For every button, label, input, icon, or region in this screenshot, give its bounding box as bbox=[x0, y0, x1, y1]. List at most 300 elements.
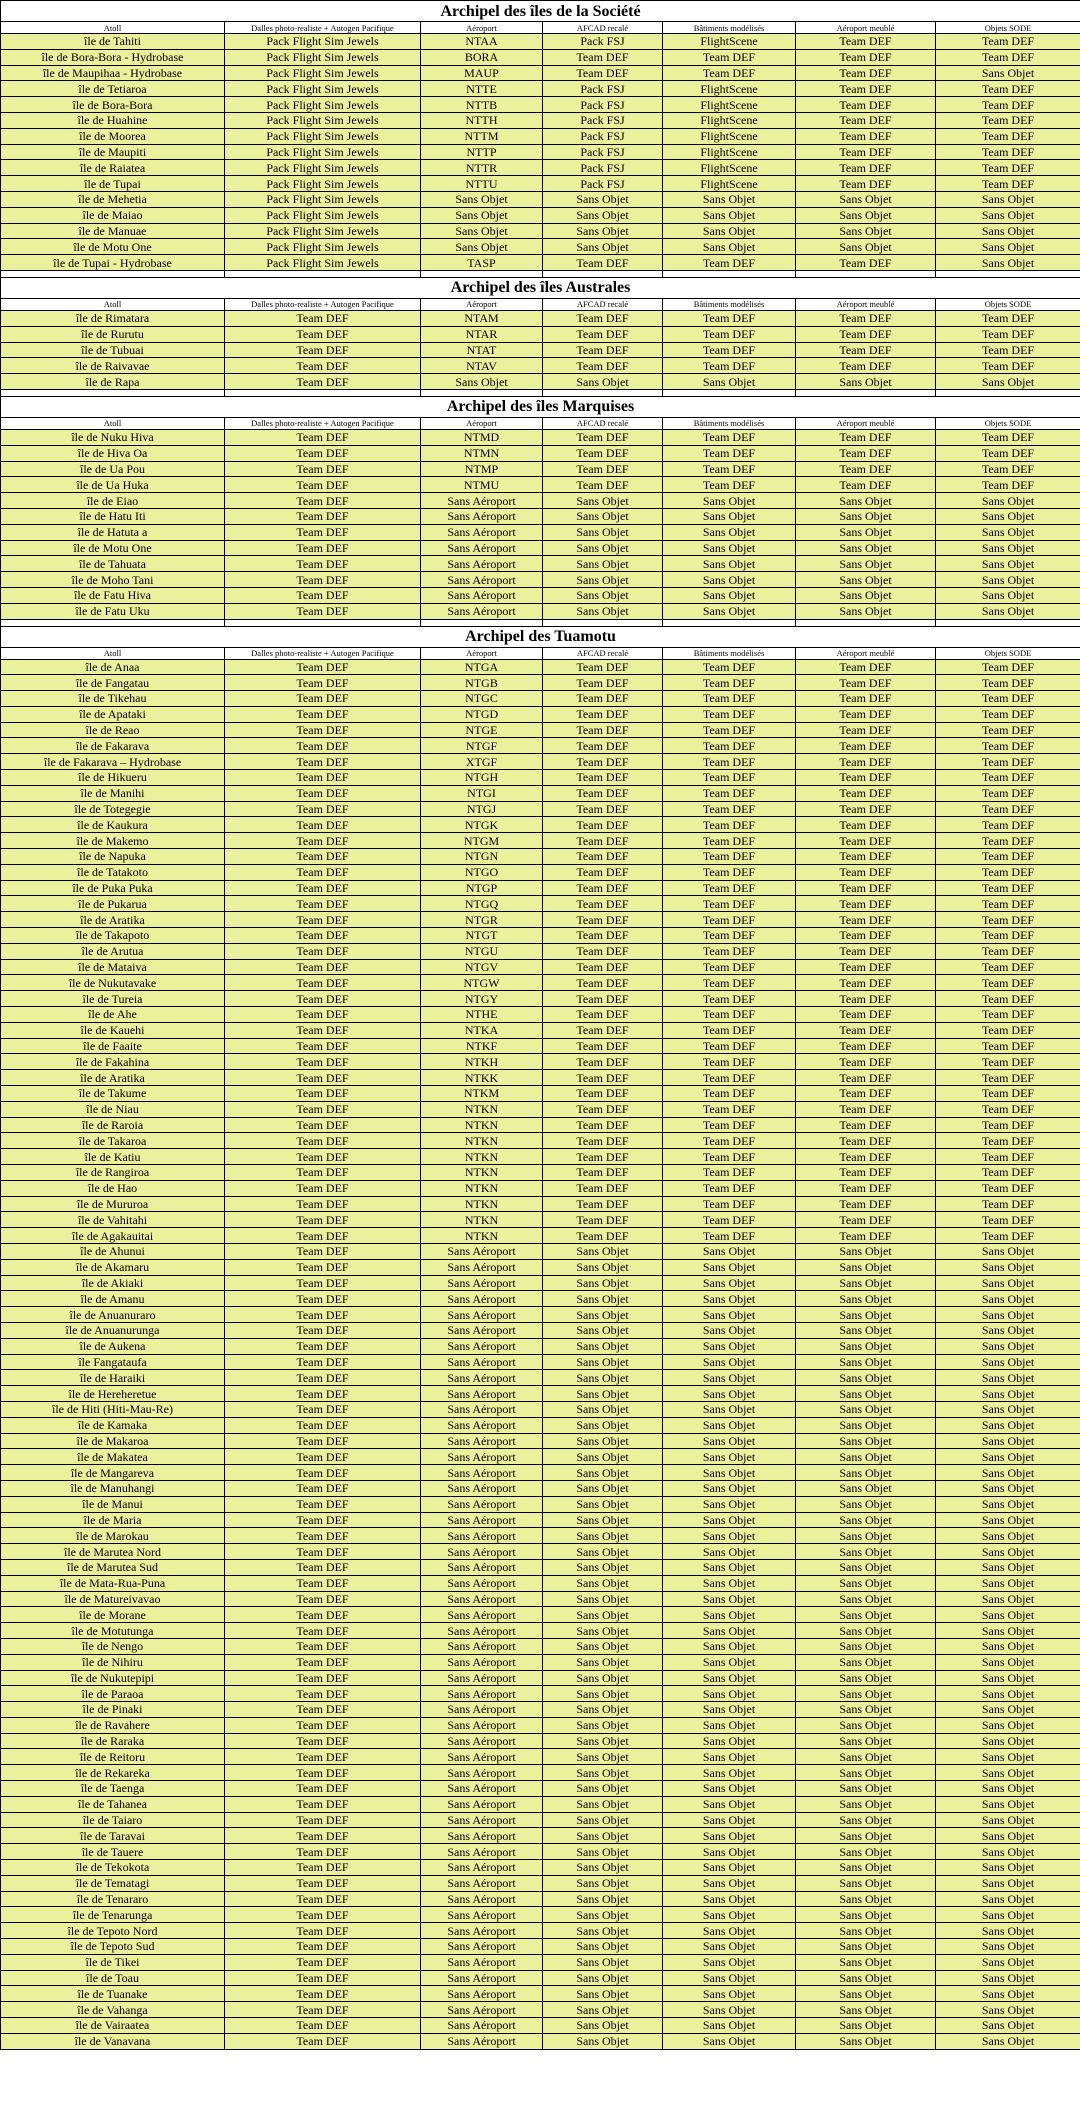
table-cell: Sans Objet bbox=[543, 1654, 663, 1670]
table-cell: Team DEF bbox=[225, 1559, 421, 1575]
table-cell: Team DEF bbox=[225, 1828, 421, 1844]
section-title-row bbox=[1, 277, 1080, 298]
table-cell: Team DEF bbox=[936, 785, 1080, 801]
table-row bbox=[1, 358, 1080, 374]
table-cell: Team DEF bbox=[225, 817, 421, 833]
table-row bbox=[1, 49, 1080, 65]
table-cell: Sans Objet bbox=[663, 1623, 796, 1639]
table-row bbox=[1, 1765, 1080, 1781]
table-cell: NTKN bbox=[421, 1101, 543, 1117]
table-row bbox=[1, 975, 1080, 991]
table-cell: Sans Objet bbox=[796, 1844, 936, 1860]
table-cell: île de Manui bbox=[1, 1496, 225, 1512]
table-cell: Sans Objet bbox=[936, 2033, 1080, 2049]
column-header: Aéroport bbox=[421, 647, 543, 659]
table-cell: Sans Objet bbox=[543, 508, 663, 524]
table-cell: Sans Aéroport bbox=[421, 540, 543, 556]
table-row bbox=[1, 1465, 1080, 1481]
table-cell: Sans Objet bbox=[796, 508, 936, 524]
table-cell: Team DEF bbox=[663, 928, 796, 944]
table-cell: Sans Objet bbox=[936, 1528, 1080, 1544]
table-row bbox=[1, 1559, 1080, 1575]
table-cell: Team DEF bbox=[543, 896, 663, 912]
table-cell: Team DEF bbox=[225, 1733, 421, 1749]
table-cell: Team DEF bbox=[663, 880, 796, 896]
table-cell: Sans Aéroport bbox=[421, 1907, 543, 1923]
table-cell: Sans Aéroport bbox=[421, 1480, 543, 1496]
table-cell: île de Reitoru bbox=[1, 1749, 225, 1765]
table-cell: Sans Objet bbox=[663, 1923, 796, 1939]
table-cell: Sans Objet bbox=[936, 1575, 1080, 1591]
table-cell: Sans Objet bbox=[543, 2002, 663, 2018]
table-cell: Sans Objet bbox=[543, 1528, 663, 1544]
table-cell: NTGO bbox=[421, 864, 543, 880]
table-cell: île de Rekareka bbox=[1, 1765, 225, 1781]
table-row bbox=[1, 556, 1080, 572]
table-cell: Sans Aéroport bbox=[421, 508, 543, 524]
table-cell: Team DEF bbox=[225, 1923, 421, 1939]
table-cell: FlightScene bbox=[663, 160, 796, 176]
table-cell: Sans Objet bbox=[796, 1354, 936, 1370]
table-cell: Sans Objet bbox=[663, 1765, 796, 1781]
table-cell: NTGI bbox=[421, 785, 543, 801]
table-cell: île de Puka Puka bbox=[1, 880, 225, 896]
table-cell: NTGC bbox=[421, 691, 543, 707]
table-cell: île de Kaukura bbox=[1, 817, 225, 833]
table-cell: île de Taiaro bbox=[1, 1812, 225, 1828]
table-cell: NTGY bbox=[421, 991, 543, 1007]
spacer-cell bbox=[796, 619, 936, 626]
table-cell: Team DEF bbox=[543, 722, 663, 738]
table-row bbox=[1, 1654, 1080, 1670]
table-cell: Team DEF bbox=[796, 144, 936, 160]
table-cell: Sans Objet bbox=[796, 1939, 936, 1955]
spacer-cell bbox=[936, 389, 1080, 396]
table-row bbox=[1, 754, 1080, 770]
table-cell: Sans Objet bbox=[936, 1654, 1080, 1670]
table-cell: NTKN bbox=[421, 1196, 543, 1212]
table-cell: île de Ahe bbox=[1, 1007, 225, 1023]
table-row bbox=[1, 1575, 1080, 1591]
table-cell: Team DEF bbox=[663, 833, 796, 849]
table-cell: Sans Objet bbox=[796, 1544, 936, 1560]
table-cell: Sans Objet bbox=[663, 1401, 796, 1417]
table-cell: Sans Objet bbox=[663, 1275, 796, 1291]
table-cell: Team DEF bbox=[936, 1070, 1080, 1086]
table-row bbox=[1, 1528, 1080, 1544]
table-cell: île de Totegegie bbox=[1, 801, 225, 817]
table-cell: Team DEF bbox=[796, 112, 936, 128]
table-cell: île de Moorea bbox=[1, 128, 225, 144]
table-cell: Team DEF bbox=[225, 1575, 421, 1591]
table-row bbox=[1, 1591, 1080, 1607]
table-cell: Sans Objet bbox=[936, 2018, 1080, 2034]
table-cell: NTGB bbox=[421, 675, 543, 691]
table-cell: Sans Objet bbox=[936, 2002, 1080, 2018]
table-cell: Team DEF bbox=[225, 1417, 421, 1433]
table-cell: Sans Objet bbox=[796, 1243, 936, 1259]
table-cell: Sans Aéroport bbox=[421, 1591, 543, 1607]
table-cell: île de Manuae bbox=[1, 223, 225, 239]
table-cell: NTGW bbox=[421, 975, 543, 991]
table-row bbox=[1, 1749, 1080, 1765]
table-cell: Team DEF bbox=[225, 1354, 421, 1370]
table-cell: Team DEF bbox=[796, 959, 936, 975]
table-cell: Team DEF bbox=[663, 1117, 796, 1133]
table-body bbox=[1, 1, 1080, 2050]
table-cell: Team DEF bbox=[543, 943, 663, 959]
table-cell: NTMD bbox=[421, 429, 543, 445]
table-cell: Sans Aéroport bbox=[421, 2002, 543, 2018]
table-cell: Team DEF bbox=[663, 1054, 796, 1070]
table-cell: Sans Objet bbox=[543, 1575, 663, 1591]
table-cell: FlightScene bbox=[663, 97, 796, 113]
table-row bbox=[1, 1291, 1080, 1307]
table-row bbox=[1, 880, 1080, 896]
table-cell: Sans Objet bbox=[796, 1559, 936, 1575]
table-cell: île de Tetiaroa bbox=[1, 81, 225, 97]
table-cell: NTGE bbox=[421, 722, 543, 738]
table-cell: Team DEF bbox=[936, 1212, 1080, 1228]
table-cell: Sans Objet bbox=[796, 1796, 936, 1812]
table-cell: Team DEF bbox=[796, 1149, 936, 1165]
table-cell: île de Tenarunga bbox=[1, 1907, 225, 1923]
table-cell: île de Aratika bbox=[1, 1070, 225, 1086]
table-cell: Sans Objet bbox=[796, 1623, 936, 1639]
table-cell: Team DEF bbox=[936, 880, 1080, 896]
table-cell: Sans Objet bbox=[796, 1607, 936, 1623]
table-cell: Sans Objet bbox=[663, 1954, 796, 1970]
table-cell: Sans Objet bbox=[543, 207, 663, 223]
table-cell: Team DEF bbox=[225, 2033, 421, 2049]
spacer-cell bbox=[225, 389, 421, 396]
column-header: Objets SODE bbox=[936, 298, 1080, 310]
table-row bbox=[1, 896, 1080, 912]
table-cell: Sans Objet bbox=[421, 239, 543, 255]
column-header: Dalles photo-realiste + Autogen Pacifique bbox=[225, 417, 421, 429]
table-cell: île de Makemo bbox=[1, 833, 225, 849]
table-cell: Sans Objet bbox=[543, 1243, 663, 1259]
table-cell: Team DEF bbox=[225, 1449, 421, 1465]
table-cell: Sans Aéroport bbox=[421, 1275, 543, 1291]
table-cell: Team DEF bbox=[543, 358, 663, 374]
table-cell: île de Huahine bbox=[1, 112, 225, 128]
table-cell: Sans Objet bbox=[543, 1512, 663, 1528]
section-title: Archipel des Tuamotu bbox=[1, 626, 1080, 647]
table-cell: Pack Flight Sim Jewels bbox=[225, 34, 421, 50]
table-cell: Team DEF bbox=[225, 1970, 421, 1986]
table-cell: Team DEF bbox=[936, 34, 1080, 50]
table-cell: Sans Objet bbox=[663, 1939, 796, 1955]
table-cell: NTGH bbox=[421, 770, 543, 786]
table-cell: Sans Objet bbox=[796, 1291, 936, 1307]
table-row bbox=[1, 912, 1080, 928]
table-cell: île de Hereheretue bbox=[1, 1386, 225, 1402]
table-cell: Team DEF bbox=[225, 2018, 421, 2034]
table-cell: Team DEF bbox=[225, 1038, 421, 1054]
table-cell: île de Raivavae bbox=[1, 358, 225, 374]
table-cell: Team DEF bbox=[225, 1275, 421, 1291]
table-cell: île de Marutea Nord bbox=[1, 1544, 225, 1560]
table-cell: Team DEF bbox=[225, 722, 421, 738]
table-cell: Team DEF bbox=[225, 1433, 421, 1449]
table-cell: Team DEF bbox=[225, 1149, 421, 1165]
table-cell: Sans Objet bbox=[796, 1765, 936, 1781]
table-row bbox=[1, 943, 1080, 959]
table-row bbox=[1, 128, 1080, 144]
table-cell: Team DEF bbox=[936, 928, 1080, 944]
table-cell: Team DEF bbox=[663, 429, 796, 445]
table-cell: NTTH bbox=[421, 112, 543, 128]
table-cell: Team DEF bbox=[663, 785, 796, 801]
table-cell: Sans Objet bbox=[663, 1338, 796, 1354]
table-cell: Team DEF bbox=[225, 1954, 421, 1970]
table-cell: île de Haraiki bbox=[1, 1370, 225, 1386]
table-row bbox=[1, 691, 1080, 707]
table-cell: Sans Objet bbox=[796, 1686, 936, 1702]
table-cell: Sans Objet bbox=[796, 1638, 936, 1654]
table-cell: Team DEF bbox=[543, 1212, 663, 1228]
table-cell: Team DEF bbox=[543, 1165, 663, 1181]
table-cell: Team DEF bbox=[663, 477, 796, 493]
table-cell: Team DEF bbox=[796, 1196, 936, 1212]
table-cell: NTKN bbox=[421, 1117, 543, 1133]
table-cell: Team DEF bbox=[796, 1038, 936, 1054]
table-cell: Sans Objet bbox=[796, 1875, 936, 1891]
table-cell: Sans Objet bbox=[796, 1717, 936, 1733]
table-row bbox=[1, 176, 1080, 192]
table-row bbox=[1, 1070, 1080, 1086]
table-cell: île de Napuka bbox=[1, 849, 225, 865]
table-cell: île de Taenga bbox=[1, 1781, 225, 1797]
table-cell: île de Vahanga bbox=[1, 2002, 225, 2018]
table-cell: Team DEF bbox=[936, 429, 1080, 445]
table-cell: FlightScene bbox=[663, 34, 796, 50]
table-row bbox=[1, 1686, 1080, 1702]
table-cell: île Fangataufa bbox=[1, 1354, 225, 1370]
table-row bbox=[1, 326, 1080, 342]
table-row bbox=[1, 461, 1080, 477]
table-cell: Team DEF bbox=[543, 1038, 663, 1054]
table-cell: NTKN bbox=[421, 1165, 543, 1181]
table-cell: Team DEF bbox=[225, 461, 421, 477]
table-row bbox=[1, 1670, 1080, 1686]
table-cell: NTGD bbox=[421, 706, 543, 722]
table-cell: Pack Flight Sim Jewels bbox=[225, 207, 421, 223]
table-cell: Sans Objet bbox=[796, 1986, 936, 2002]
table-cell: Team DEF bbox=[936, 81, 1080, 97]
table-cell: Sans Objet bbox=[796, 1528, 936, 1544]
table-cell: Sans Objet bbox=[543, 1686, 663, 1702]
table-cell: île de Fangatau bbox=[1, 675, 225, 691]
table-cell: île de Makatea bbox=[1, 1449, 225, 1465]
table-cell: NTGM bbox=[421, 833, 543, 849]
column-header: Aéroport meublé bbox=[796, 647, 936, 659]
table-cell: Sans Objet bbox=[936, 1559, 1080, 1575]
table-cell: Sans Objet bbox=[663, 1875, 796, 1891]
table-cell: Sans Objet bbox=[663, 239, 796, 255]
table-cell: Sans Aéroport bbox=[421, 1559, 543, 1575]
table-cell: Sans Objet bbox=[936, 1828, 1080, 1844]
table-cell: NTMU bbox=[421, 477, 543, 493]
table-cell: Sans Objet bbox=[543, 1449, 663, 1465]
column-header: Bâtiments modélisés bbox=[663, 298, 796, 310]
table-cell: Sans Objet bbox=[936, 1354, 1080, 1370]
table-cell: Sans Objet bbox=[936, 1733, 1080, 1749]
table-cell: Sans Objet bbox=[796, 1670, 936, 1686]
table-cell: île de Takaroa bbox=[1, 1133, 225, 1149]
table-cell: Sans Aéroport bbox=[421, 1765, 543, 1781]
table-row bbox=[1, 722, 1080, 738]
table-cell: Sans Objet bbox=[796, 1891, 936, 1907]
table-cell: Team DEF bbox=[936, 975, 1080, 991]
table-cell: Sans Objet bbox=[543, 1338, 663, 1354]
column-header: Atoll bbox=[1, 298, 225, 310]
table-cell: île de Nukutavake bbox=[1, 975, 225, 991]
table-cell: Team DEF bbox=[936, 722, 1080, 738]
spacer-cell bbox=[543, 270, 663, 277]
table-cell: Team DEF bbox=[796, 864, 936, 880]
table-cell: Team DEF bbox=[225, 587, 421, 603]
table-cell: Sans Objet bbox=[663, 1844, 796, 1860]
table-cell: île de Hiti (Hiti-Mau-Re) bbox=[1, 1401, 225, 1417]
table-cell: Team DEF bbox=[936, 1086, 1080, 1102]
table-cell: Sans Objet bbox=[543, 1607, 663, 1623]
table-cell: Team DEF bbox=[796, 1180, 936, 1196]
table-cell: Team DEF bbox=[936, 1133, 1080, 1149]
table-row bbox=[1, 1733, 1080, 1749]
table-row bbox=[1, 1638, 1080, 1654]
table-row bbox=[1, 1322, 1080, 1338]
table-cell: Sans Aéroport bbox=[421, 1828, 543, 1844]
table-cell: Sans Objet bbox=[543, 239, 663, 255]
table-row bbox=[1, 1544, 1080, 1560]
table-cell: Team DEF bbox=[225, 310, 421, 326]
table-cell: Pack FSJ bbox=[543, 97, 663, 113]
table-row bbox=[1, 1243, 1080, 1259]
table-cell: Team DEF bbox=[663, 342, 796, 358]
table-row bbox=[1, 1954, 1080, 1970]
table-cell: Team DEF bbox=[663, 691, 796, 707]
table-cell: BORA bbox=[421, 49, 543, 65]
table-cell: Team DEF bbox=[225, 1654, 421, 1670]
table-row bbox=[1, 833, 1080, 849]
table-cell: Team DEF bbox=[796, 849, 936, 865]
table-cell: Team DEF bbox=[663, 1070, 796, 1086]
table-cell: Pack Flight Sim Jewels bbox=[225, 128, 421, 144]
table-cell: Team DEF bbox=[936, 849, 1080, 865]
table-cell: île de Pinaki bbox=[1, 1702, 225, 1718]
table-cell: Sans Objet bbox=[663, 1891, 796, 1907]
table-cell: île de Fakarava bbox=[1, 738, 225, 754]
table-cell: Team DEF bbox=[796, 310, 936, 326]
table-cell: Team DEF bbox=[225, 1891, 421, 1907]
table-cell: Sans Objet bbox=[936, 556, 1080, 572]
table-cell: Sans Objet bbox=[936, 1307, 1080, 1323]
table-cell: île de Takapoto bbox=[1, 928, 225, 944]
table-cell: Team DEF bbox=[663, 445, 796, 461]
table-cell: île de Mataiva bbox=[1, 959, 225, 975]
table-cell: Sans Objet bbox=[796, 1575, 936, 1591]
table-cell: Team DEF bbox=[936, 817, 1080, 833]
table-cell: Team DEF bbox=[663, 770, 796, 786]
table-cell: Sans Aéroport bbox=[421, 1322, 543, 1338]
table-cell: Team DEF bbox=[543, 880, 663, 896]
spacer-cell bbox=[225, 619, 421, 626]
table-cell: NTTR bbox=[421, 160, 543, 176]
section-spacer bbox=[1, 270, 1080, 277]
table-cell: Team DEF bbox=[663, 1149, 796, 1165]
table-cell: île de Marutea Sud bbox=[1, 1559, 225, 1575]
table-cell: Team DEF bbox=[663, 1228, 796, 1244]
table-cell: Sans Objet bbox=[796, 1828, 936, 1844]
table-cell: Team DEF bbox=[663, 896, 796, 912]
table-cell: Sans Objet bbox=[543, 1812, 663, 1828]
table-cell: Team DEF bbox=[543, 1133, 663, 1149]
table-cell: Sans Aéroport bbox=[421, 1986, 543, 2002]
table-cell: Team DEF bbox=[225, 1386, 421, 1402]
table-cell: Team DEF bbox=[796, 1086, 936, 1102]
table-cell: Sans Objet bbox=[796, 587, 936, 603]
table-cell: Team DEF bbox=[663, 310, 796, 326]
table-cell: île de Akiaki bbox=[1, 1275, 225, 1291]
table-cell: Sans Objet bbox=[543, 1986, 663, 2002]
table-cell: Team DEF bbox=[796, 176, 936, 192]
table-cell: Team DEF bbox=[796, 991, 936, 1007]
table-cell: Team DEF bbox=[225, 991, 421, 1007]
table-row bbox=[1, 112, 1080, 128]
table-cell: Team DEF bbox=[225, 754, 421, 770]
table-cell: Sans Objet bbox=[543, 540, 663, 556]
table-cell: NTAV bbox=[421, 358, 543, 374]
table-cell: Team DEF bbox=[543, 991, 663, 1007]
table-cell: Team DEF bbox=[936, 912, 1080, 928]
table-row bbox=[1, 1054, 1080, 1070]
table-cell: Team DEF bbox=[936, 176, 1080, 192]
table-cell: Team DEF bbox=[663, 49, 796, 65]
table-cell: Team DEF bbox=[543, 1196, 663, 1212]
table-cell: Sans Objet bbox=[936, 65, 1080, 81]
table-cell: Team DEF bbox=[543, 675, 663, 691]
table-cell: Team DEF bbox=[225, 1054, 421, 1070]
column-header: Bâtiments modélisés bbox=[663, 417, 796, 429]
table-cell: NTKH bbox=[421, 1054, 543, 1070]
table-cell: île de Apataki bbox=[1, 706, 225, 722]
table-cell: Sans Objet bbox=[936, 1417, 1080, 1433]
table-cell: Team DEF bbox=[543, 1054, 663, 1070]
table-cell: Team DEF bbox=[663, 255, 796, 271]
table-cell: Team DEF bbox=[543, 255, 663, 271]
table-cell: île de Tauere bbox=[1, 1844, 225, 1860]
table-cell: Sans Aéroport bbox=[421, 1638, 543, 1654]
table-cell: NTKN bbox=[421, 1133, 543, 1149]
table-cell: Sans Objet bbox=[663, 572, 796, 588]
table-cell: Sans Objet bbox=[543, 572, 663, 588]
table-cell: Sans Objet bbox=[663, 374, 796, 390]
table-cell: Team DEF bbox=[663, 1212, 796, 1228]
table-cell: île de Fatu Hiva bbox=[1, 587, 225, 603]
table-cell: île de Nengo bbox=[1, 1638, 225, 1654]
table-cell: Team DEF bbox=[796, 817, 936, 833]
section-title-row bbox=[1, 396, 1080, 417]
table-cell: Sans Objet bbox=[663, 1354, 796, 1370]
table-cell: Sans Objet bbox=[663, 493, 796, 509]
table-cell: Team DEF bbox=[936, 943, 1080, 959]
table-cell: Sans Objet bbox=[543, 1322, 663, 1338]
table-cell: Sans Objet bbox=[936, 1496, 1080, 1512]
table-cell: Pack Flight Sim Jewels bbox=[225, 255, 421, 271]
table-cell: Team DEF bbox=[796, 975, 936, 991]
